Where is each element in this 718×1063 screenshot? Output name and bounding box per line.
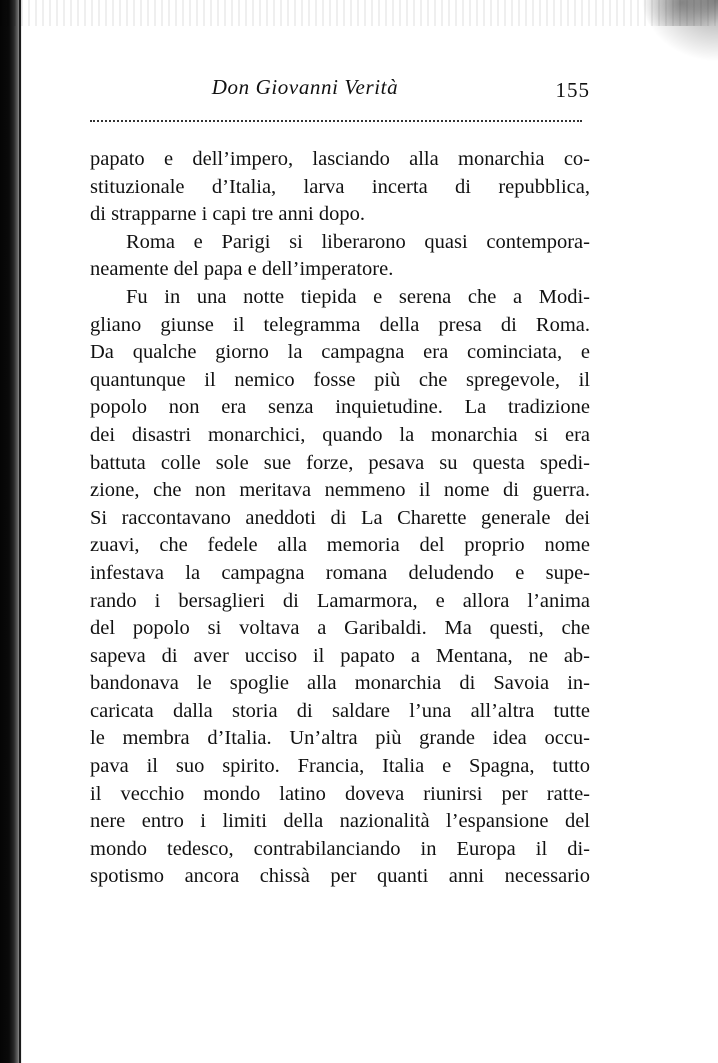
text-line: zione, che non meritava nemmeno il nome di guerra. bbox=[90, 479, 590, 502]
text-line: infestava la campagna romana deludendo e supe- bbox=[90, 561, 590, 584]
text-line: del popolo si voltava a Garibaldi. Ma questi, che bbox=[90, 617, 590, 640]
text-line: papato e dell’impero, lasciando alla monarchia co- bbox=[90, 148, 590, 170]
text-line: mondo tedesco, contrabilanciando in Europa il di- bbox=[90, 837, 590, 860]
text-line: caricata dalla storia di saldare l’una all’altra tutte bbox=[90, 699, 590, 722]
text-line: popolo non era senza inquietudine. La tradizione bbox=[90, 396, 590, 419]
running-head bbox=[90, 72, 590, 106]
text-line: sapeva di aver ucciso il papato a Mentana, ne ab- bbox=[90, 644, 590, 667]
text-line: il vecchio mondo latino doveva riunirsi per ratte- bbox=[90, 782, 590, 805]
text-line: rando i bersaglieri di Lamarmora, e allora l’anima bbox=[90, 589, 590, 612]
text-line: bandonava le spoglie alla monarchia di Savoia in- bbox=[90, 672, 590, 695]
text-line: Si raccontavano aneddoti di La Charette generale dei bbox=[90, 506, 590, 529]
page-body bbox=[90, 146, 590, 891]
text-line: Roma e Parigi si liberarono quasi contempora- bbox=[126, 230, 590, 253]
text-line: spotismo ancora chissà per quanti anni necessario bbox=[90, 865, 590, 888]
text-line: neamente del papa e dell’imperatore. bbox=[90, 258, 394, 281]
text-line: pava il suo spirito. Francia, Italia e Spagna, tutto bbox=[90, 755, 590, 778]
page-number: 155 bbox=[555, 78, 590, 102]
text-line: quantunque il nemico fosse più che spregevole, il bbox=[90, 368, 590, 391]
scan-noise-corner bbox=[608, 0, 718, 90]
text-line: zuavi, che fedele alla memoria del proprio nome bbox=[90, 534, 590, 557]
text-line: Fu in una notte tiepida e serena che a Modi- bbox=[126, 285, 590, 308]
text-line: gliano giunse il telegramma della presa di Roma. bbox=[90, 313, 590, 336]
text-line: nere entro i limiti della nazionalità l’espansione del bbox=[90, 810, 590, 833]
book-spine-edge bbox=[19, 0, 21, 1063]
running-title: Don Giovanni Verità bbox=[211, 75, 399, 99]
text-line: Da qualche giorno la campagna era cominciata, e bbox=[90, 341, 590, 364]
text-line: dei disastri monarchici, quando la monarchia si era bbox=[90, 423, 590, 446]
text-line: di strapparne i capi tre anni dopo. bbox=[90, 203, 365, 226]
text-line: le membra d’Italia. Un’altra più grande idea occu- bbox=[90, 727, 590, 750]
text-line: battuta colle sole sue forze, pesava su questa spedi- bbox=[90, 451, 590, 474]
text-line: stituzionale d’Italia, larva incerta di repubblica, bbox=[90, 175, 590, 198]
header-rule bbox=[90, 120, 582, 122]
